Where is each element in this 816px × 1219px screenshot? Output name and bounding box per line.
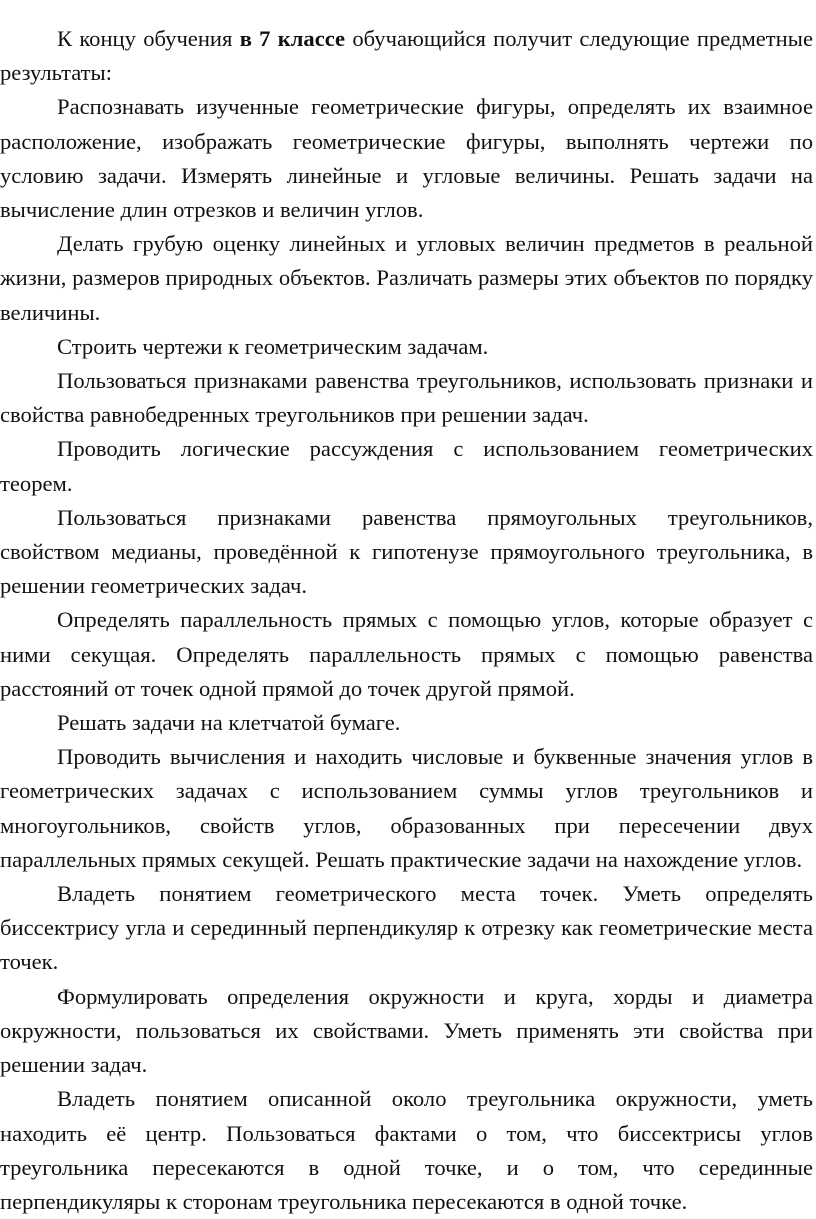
intro-text-after: обучающийся получит следующие предметные результаты: xyxy=(0,26,813,86)
intro-paragraph xyxy=(0,22,813,90)
result-paragraph-6: Пользоваться признаками равенства прямоугольных треугольников, свойством медианы, проведённой к гипотенузе прямоугольного треугольника, в решении геометрических задач. xyxy=(0,504,813,599)
result-paragraph-12: Владеть понятием описанной около треугольника окружности, уметь находить её центр. Пользоваться фактами о том, что биссектрисы углов треугольника пересекаются в одной точке, и о том, что серединные перпендикуляры к сторонам треугольника пересекаются в одной точке. xyxy=(0,1086,813,1214)
result-paragraph-5: Проводить логические рассуждения с использованием геометрических теорем. xyxy=(0,436,813,496)
result-paragraph-8: Решать задачи на клетчатой бумаге. xyxy=(57,710,401,736)
result-paragraph-7: Определять параллельность прямых с помощью углов, которые образует с ними секущая. Определять параллельность прямых с помощью равенства расстояний от точек одной прямой до точек другой прямой. xyxy=(0,607,813,701)
result-paragraph-4: Пользоваться признаками равенства треугольников, использовать признаки и свойства равнобедренных треугольников при решении задач. xyxy=(0,368,813,428)
intro-text-before: К концу обучения xyxy=(57,26,240,51)
intro-grade-emphasis: в 7 классе xyxy=(239,26,346,51)
result-paragraph-10: Владеть понятием геометрического места точек. Уметь определять биссектрису угла и серединный перпендикуляр к отрезку как геометрические места точек. xyxy=(0,881,813,975)
document-page xyxy=(0,22,813,1219)
result-paragraph-2: Делать грубую оценку линейных и угловых величин предметов в реальной жизни, размеров природных объектов. Различать размеры этих объектов по порядку величины. xyxy=(0,231,813,325)
result-paragraph-9: Проводить вычисления и находить числовые и буквенные значения углов в геометрических задачах с использованием суммы углов треугольников и многоугольников, свойств углов, образованных при пересечении двух параллельных прямых секущей. Решать практические задачи на нахождение углов. xyxy=(0,744,813,872)
result-paragraph-11: Формулировать определения окружности и круга, хорды и диаметра окружности, пользоваться их свойствами. Уметь применять эти свойства при решении задач. xyxy=(0,983,813,1078)
result-paragraph-1: Распознавать изученные геометрические фигуры, определять их взаимное расположение, изображать геометрические фигуры, выполнять чертежи по условию задачи. Измерять линейные и угловые величины. Решать задачи на вычисление длин отрезков и величин углов. xyxy=(0,94,813,223)
result-paragraph-3: Строить чертежи к геометрическим задачам. xyxy=(57,333,489,359)
